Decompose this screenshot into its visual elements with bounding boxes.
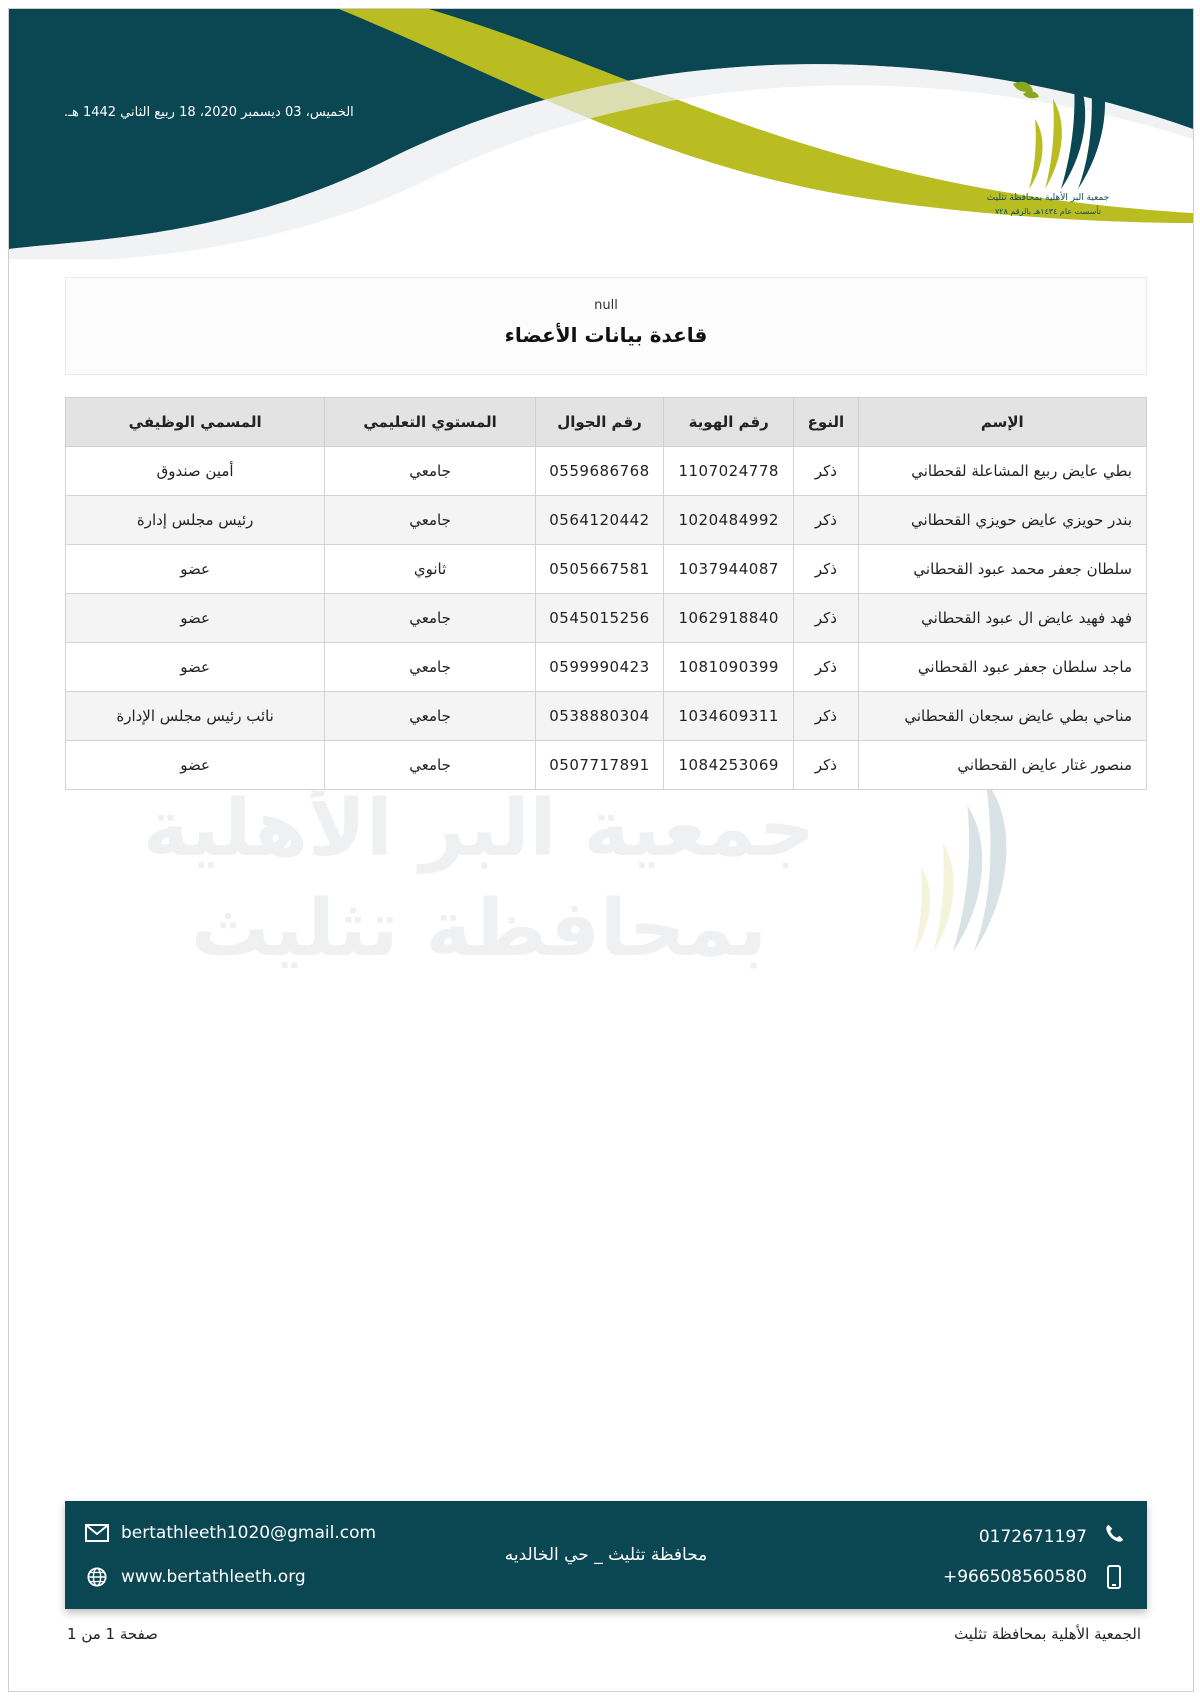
col-header-id-number: رقم الهوية <box>664 398 794 447</box>
mobile-phone-icon <box>1105 1565 1123 1589</box>
table-row <box>66 496 1147 545</box>
organization-logo <box>993 39 1123 219</box>
table-row <box>66 741 1147 790</box>
footer-email-link[interactable]: bertathleeth1020@gmail.com <box>121 1523 377 1543</box>
report-subtitle: null <box>594 298 618 313</box>
cell-job-title: عضو <box>66 545 325 594</box>
cell-name: سلطان جعفر محمد عبود القحطاني <box>858 545 1146 594</box>
col-header-mobile: رقم الجوال <box>535 398 663 447</box>
cell-job-title: رئيس مجلس إدارة <box>66 496 325 545</box>
logo-caption-name: جمعية البر الأهلية بمحافظة تثليث <box>986 193 1110 203</box>
cell-name: مناحي بطي عايض سجعان القحطاني <box>858 692 1146 741</box>
watermark-line1: جمعية البر الأهلية <box>142 784 816 874</box>
cell-gender: ذكر <box>794 741 858 790</box>
cell-mobile: 0545015256 <box>535 594 663 643</box>
cell-education: جامعي <box>325 447 536 496</box>
cell-education: ثانوي <box>325 545 536 594</box>
table-row <box>66 447 1147 496</box>
watermark-text <box>99 779 859 979</box>
cell-mobile: 0505667581 <box>535 545 663 594</box>
table-row <box>66 545 1147 594</box>
cell-name: بندر حويزي عايض حويزي القحطاني <box>858 496 1146 545</box>
cell-name: فهد فهيد عايض ال عبود القحطاني <box>858 594 1146 643</box>
table-row <box>66 594 1147 643</box>
cell-mobile: 0507717891 <box>535 741 663 790</box>
cell-name: ماجد سلطان جعفر عبود القحطاني <box>858 643 1146 692</box>
col-header-gender: النوع <box>794 398 858 447</box>
footer-org-name: الجمعية الأهلية بمحافظة تثليث <box>954 1625 1141 1643</box>
footer-website-link[interactable]: www.bertathleeth.org <box>121 1567 306 1587</box>
footer-mobile: +966508560580 <box>942 1567 1087 1587</box>
col-header-job-title: المسمي الوظيفي <box>66 398 325 447</box>
cell-mobile: 0559686768 <box>535 447 663 496</box>
cell-id-number: 1034609311 <box>664 692 794 741</box>
footer-address: محافظة تثليث _ حي الخالديه <box>504 1545 708 1565</box>
cell-name: منصور غتار عايض القحطاني <box>858 741 1146 790</box>
table-row <box>66 692 1147 741</box>
cell-gender: ذكر <box>794 496 858 545</box>
footer-contact-bar <box>65 1501 1147 1609</box>
cell-name: بطي عايض ربيع المشاعلة لقحطاني <box>858 447 1146 496</box>
cell-id-number: 1081090399 <box>664 643 794 692</box>
col-header-name: الإسم <box>858 398 1146 447</box>
watermark-line2: بمحافظة تثليث <box>191 884 767 974</box>
cell-job-title: أمين صندوق <box>66 447 325 496</box>
cell-id-number: 1084253069 <box>664 741 794 790</box>
cell-id-number: 1037944087 <box>664 545 794 594</box>
cell-gender: ذكر <box>794 692 858 741</box>
cell-job-title: نائب رئيس مجلس الإدارة <box>66 692 325 741</box>
table-header-row <box>66 398 1147 447</box>
cell-education: جامعي <box>325 496 536 545</box>
cell-education: جامعي <box>325 741 536 790</box>
table-row <box>66 643 1147 692</box>
footer-phone: 0172671197 <box>978 1527 1087 1547</box>
cell-mobile: 0564120442 <box>535 496 663 545</box>
phone-icon <box>1103 1523 1125 1545</box>
members-table <box>65 397 1147 790</box>
report-title-box <box>65 277 1147 375</box>
cell-mobile: 0599990423 <box>535 643 663 692</box>
report-title: قاعدة بيانات الأعضاء <box>504 323 708 347</box>
cell-education: جامعي <box>325 594 536 643</box>
logo-caption-founded: تأسست عام ١٤٣٤هـ بالرقم ٧٢٨ <box>995 207 1101 216</box>
cell-gender: ذكر <box>794 447 858 496</box>
document-page <box>8 8 1194 1692</box>
cell-gender: ذكر <box>794 643 858 692</box>
envelope-icon <box>85 1523 109 1543</box>
cell-education: جامعي <box>325 643 536 692</box>
watermark-logo <box>869 769 1029 989</box>
cell-mobile: 0538880304 <box>535 692 663 741</box>
cell-job-title: عضو <box>66 594 325 643</box>
page-number: صفحة 1 من 1 <box>67 1625 158 1643</box>
globe-icon <box>85 1567 109 1587</box>
cell-id-number: 1020484992 <box>664 496 794 545</box>
cell-id-number: 1107024778 <box>664 447 794 496</box>
cell-gender: ذكر <box>794 594 858 643</box>
cell-job-title: عضو <box>66 643 325 692</box>
cell-job-title: عضو <box>66 741 325 790</box>
cell-gender: ذكر <box>794 545 858 594</box>
header-date: الخميس، 03 ديسمبر 2020، 18 ربيع الثاني 1442 هـ. <box>64 105 354 120</box>
cell-id-number: 1062918840 <box>664 594 794 643</box>
cell-education: جامعي <box>325 692 536 741</box>
col-header-education: المستوي التعليمي <box>325 398 536 447</box>
